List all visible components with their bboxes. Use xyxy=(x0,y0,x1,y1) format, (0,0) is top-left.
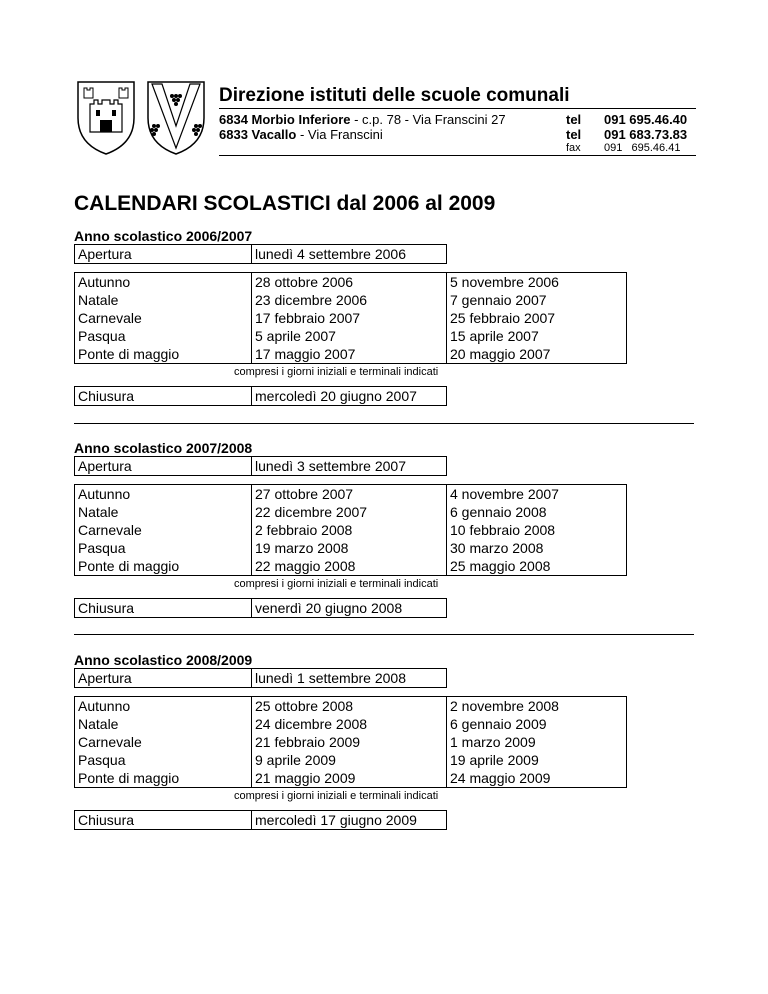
holidays-table xyxy=(74,696,627,788)
holiday-name: Carnevale xyxy=(75,521,252,539)
org-title: Direzione istituti delle scuole comunali xyxy=(219,85,570,106)
holiday-end: 25 maggio 2008 xyxy=(447,557,627,576)
closing-table xyxy=(74,386,447,406)
holiday-name: Autunno xyxy=(75,485,252,504)
contact-value: 091 683.73.83 xyxy=(604,127,688,142)
table-row xyxy=(75,273,627,292)
morbio-crest-icon xyxy=(74,78,138,156)
opening-label: Apertura xyxy=(75,457,252,476)
year-section xyxy=(74,228,694,406)
holiday-start: 17 febbraio 2007 xyxy=(252,309,447,327)
holiday-name: Autunno xyxy=(75,697,252,716)
holiday-name: Ponte di maggio xyxy=(75,345,252,364)
holiday-name: Natale xyxy=(75,715,252,733)
year-section xyxy=(74,652,694,830)
opening-date: lunedì 1 settembre 2008 xyxy=(252,669,447,688)
holiday-end: 7 gennaio 2007 xyxy=(447,291,627,309)
holiday-start: 9 aprile 2009 xyxy=(252,751,447,769)
opening-table xyxy=(74,456,447,476)
closing-table xyxy=(74,598,447,618)
holiday-start: 24 dicembre 2008 xyxy=(252,715,447,733)
table-row xyxy=(75,327,627,345)
holiday-name: Carnevale xyxy=(75,733,252,751)
opening-table xyxy=(74,244,447,264)
table-row xyxy=(75,345,627,364)
holiday-name: Natale xyxy=(75,291,252,309)
address-vacallo: 6833 Vacallo - Via Franscini xyxy=(219,127,383,142)
table-row xyxy=(75,309,627,327)
holiday-name: Ponte di maggio xyxy=(75,769,252,788)
section-divider xyxy=(74,423,694,424)
table-row xyxy=(75,697,627,716)
table-row xyxy=(75,733,627,751)
opening-table xyxy=(74,668,447,688)
holiday-end: 5 novembre 2006 xyxy=(447,273,627,292)
year-section xyxy=(74,440,694,618)
holiday-end: 6 gennaio 2009 xyxy=(447,715,627,733)
contact-label: tel xyxy=(566,112,582,127)
holiday-end: 19 aprile 2009 xyxy=(447,751,627,769)
table-row xyxy=(75,521,627,539)
closing-date: mercoledì 17 giugno 2009 xyxy=(252,811,447,830)
holiday-start: 17 maggio 2007 xyxy=(252,345,447,364)
holiday-name: Ponte di maggio xyxy=(75,557,252,576)
address-morbio: 6834 Morbio Inferiore - c.p. 78 - Via Franscini 27 xyxy=(219,112,506,127)
holiday-end: 30 marzo 2008 xyxy=(447,539,627,557)
holiday-start: 5 aprile 2007 xyxy=(252,327,447,345)
holiday-name: Pasqua xyxy=(75,327,252,345)
holidays-table xyxy=(74,272,627,364)
year-title: Anno scolastico 2007/2008 xyxy=(74,440,253,456)
holiday-start: 28 ottobre 2006 xyxy=(252,273,447,292)
contact-label: fax xyxy=(566,142,581,154)
holiday-end: 6 gennaio 2008 xyxy=(447,503,627,521)
closing-date: mercoledì 20 giugno 2007 xyxy=(252,387,447,406)
holiday-name: Pasqua xyxy=(75,751,252,769)
table-row xyxy=(75,291,627,309)
table-row xyxy=(75,485,627,504)
holidays-table xyxy=(74,484,627,576)
holiday-name: Pasqua xyxy=(75,539,252,557)
header-rule-bottom xyxy=(219,155,696,156)
holiday-name: Natale xyxy=(75,503,252,521)
holiday-start: 21 febbraio 2009 xyxy=(252,733,447,751)
holiday-note: compresi i giorni iniziali e terminali indicati xyxy=(234,366,439,378)
year-title: Anno scolastico 2008/2009 xyxy=(74,652,253,668)
closing-label: Chiusura xyxy=(75,811,252,830)
holiday-start: 22 dicembre 2007 xyxy=(252,503,447,521)
holiday-start: 21 maggio 2009 xyxy=(252,769,447,788)
holiday-start: 22 maggio 2008 xyxy=(252,557,447,576)
holiday-name: Autunno xyxy=(75,273,252,292)
contact-value: 091 695.46.40 xyxy=(604,112,688,127)
header-rule-top xyxy=(219,108,696,109)
holiday-start: 2 febbraio 2008 xyxy=(252,521,447,539)
section-divider xyxy=(74,634,694,635)
holiday-end: 15 aprile 2007 xyxy=(447,327,627,345)
table-row xyxy=(75,751,627,769)
holiday-note: compresi i giorni iniziali e terminali indicati xyxy=(234,578,439,590)
year-title: Anno scolastico 2006/2007 xyxy=(74,228,253,244)
holiday-end: 20 maggio 2007 xyxy=(447,345,627,364)
holiday-end: 25 febbraio 2007 xyxy=(447,309,627,327)
holiday-start: 19 marzo 2008 xyxy=(252,539,447,557)
opening-date: lunedì 3 settembre 2007 xyxy=(252,457,447,476)
holiday-end: 1 marzo 2009 xyxy=(447,733,627,751)
holiday-name: Carnevale xyxy=(75,309,252,327)
table-row xyxy=(75,769,627,788)
closing-table xyxy=(74,810,447,830)
opening-label: Apertura xyxy=(75,669,252,688)
contact-label: tel xyxy=(566,127,582,142)
holiday-end: 10 febbraio 2008 xyxy=(447,521,627,539)
opening-date: lunedì 4 settembre 2006 xyxy=(252,245,447,264)
holiday-end: 4 novembre 2007 xyxy=(447,485,627,504)
holiday-note: compresi i giorni iniziali e terminali indicati xyxy=(234,790,439,802)
table-row xyxy=(75,503,627,521)
holiday-end: 2 novembre 2008 xyxy=(447,697,627,716)
table-row xyxy=(75,539,627,557)
holiday-start: 23 dicembre 2006 xyxy=(252,291,447,309)
page-title: CALENDARI SCOLASTICI dal 2006 al 2009 xyxy=(74,192,496,215)
vacallo-crest-icon xyxy=(144,78,208,156)
closing-date: venerdì 20 giugno 2008 xyxy=(252,599,447,618)
holiday-end: 24 maggio 2009 xyxy=(447,769,627,788)
closing-label: Chiusura xyxy=(75,387,252,406)
holiday-start: 27 ottobre 2007 xyxy=(252,485,447,504)
holiday-start: 25 ottobre 2008 xyxy=(252,697,447,716)
opening-label: Apertura xyxy=(75,245,252,264)
closing-label: Chiusura xyxy=(75,599,252,618)
contact-value: 091 695.46.41 xyxy=(604,142,681,154)
table-row xyxy=(75,557,627,576)
table-row xyxy=(75,715,627,733)
